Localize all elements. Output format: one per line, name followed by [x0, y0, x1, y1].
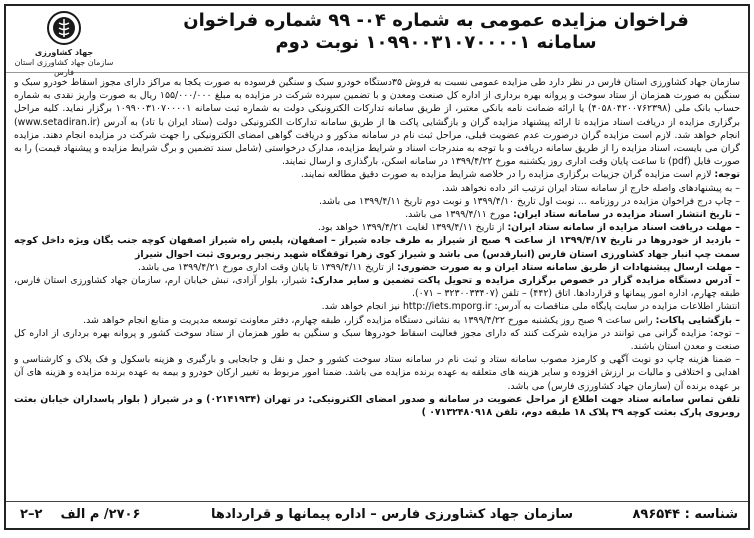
- page-number: ۲–۲: [20, 507, 43, 522]
- notice-header: [6, 6, 748, 77]
- list-item: – بازگشایی پاکات: راس ساعت ۹ صبح روز یکشنبه مورخ ۱۳۹۹/۴/۲۲ به نشانی دستگاه مزایده گزار، طبقه چهارم، دفتر معاونت توسعه مدیریت و منابع انجام خواهد شد.: [83, 314, 740, 326]
- list-item: انتشار اطلاعات مزایده در سایت پایگاه ملی مناقصات به آدرس: http://iets.mporg.ir نیز انجام خواهد شد.: [321, 301, 740, 313]
- organization-logo: [14, 10, 114, 77]
- title-line-1: فراخوان مزایده عمومی به شماره ۰۴- ۹۹ شماره فراخوان: [183, 10, 689, 31]
- notice-footer: [6, 501, 748, 528]
- issuer-name: سازمان جهاد کشاورزی فارس – اداره پیمانها و قراردادها: [210, 507, 573, 522]
- note-label: توجه:: [714, 169, 740, 181]
- list-item: – تاریخ انتشار اسناد مزایده در سامانه ستاد ایران: مورخ ۱۳۹۹/۴/۱۱ می باشد.: [405, 209, 740, 221]
- note-text: لازم است مزایده گران جزییات برگزاری مزایده را در خلاصه شرایط مزایده به صورت دقیق مطالعه نمایند.: [300, 169, 712, 181]
- notice-title: [136, 10, 736, 54]
- list-item: – بازدید از خودروها در تاریخ ۱۳۹۹/۴/۱۷ از ساعت ۹ صبح از شیراز به طرف جاده شیراز – اصفهان، پلیس راه شیراز اصفهان کوچه جنب یگان ویژه داخل کوچه سمت چپ انبار جهاد کشاورزی استان فارس (انبارقدس) می باشد و شیراز کوی زهرا توقفگاه شهید رنجبر روبروی ثبت احوال شیراز: [14, 235, 740, 260]
- notice-code: ۲۷۰۶/ م الف: [60, 507, 141, 522]
- auction-notice: [4, 4, 750, 530]
- list-item: – مهلت ارسال پیشنهادات از طریق سامانه ستاد ایران و به صورت حضوری: از تاریخ ۱۳۹۹/۴/۱۱ تا پایان وقت اداری مورخ ۱۳۹۹/۴/۲۱ می باشد.: [137, 261, 740, 273]
- notice-id: شناسه : ۸۹۶۵۴۴: [632, 507, 738, 522]
- notice-body: [14, 76, 740, 500]
- note-line: [14, 168, 740, 181]
- contact-line: تلفن تماس سامانه ستاد جهت اطلاع از مراحل عضویت در سامانه و صدور امضای الکترونیکی: در تهران (۰۲۱۴۱۹۳۴) و در شیراز ( بلوار پاسداران خیابان بعثت روبروی پارک بعثت کوچه ۳۹ پلاک ۱۸ طبقه دوم، تلفن ۰۷۱۳۲۴۸۰۹۱۸ ): [14, 393, 740, 419]
- wheat-emblem-icon: [14, 10, 114, 50]
- title-line-2: سامانه ۱۰۹۹۰۰۳۱۰۷۰۰۰۰۱ نوبت دوم: [275, 32, 597, 53]
- list-item: – به پیشنهادهای واصله خارج از سامانه ستاد ایران ترتیب اثر داده نخواهد شد.: [442, 182, 740, 194]
- logo-caption: جهاد کشاورزی سازمان جهاد کشاورزی استان فارس: [14, 48, 114, 77]
- list-item: – آدرس دستگاه مزایده گزار در خصوص برگزاری مزایده و تحویل پاکت تضمین و سایر مدارک: شیراز، بلوار آزادی، نبش خیابان ارم، سازمان جهاد کشاورزی استان فارس، طبقه چهارم، اداره امور پیمانها و قراردادها. اتاق (۴۴۲) – تلفن (۳۲۳۰۰۳۳۴۰۷ – ۰۷۱).: [14, 275, 740, 300]
- list-item: – ضمنا هزینه چاپ دو نوبت آگهی و کارمزد مصوب سامانه ستاد و ثبت نام در سامانه ستاد سوخت کشور و حمل و نقل و جابجایی و بارگیری و هزینه باسکول و فک پلاک و کارشناسی و اهدایی و اختلافی و مالیات بر ارزش افزوده و سایر هزینه های متعلقه به عهده برنده مزایده می باشد. ضمنا امور مربوط به تغییر ارکان خودرو و بیمه به عهده برنده مزایده و هزینه های آن بر عهده برنده آن (سازمان جهاد کشاورزی فارس) می باشد.: [14, 354, 740, 392]
- intro-paragraph: سازمان جهاد کشاورزی استان فارس در نظر دارد طی مزایده عمومی نسبت به فروش ۳۵دستگاه خودرو سبک و سنگین فرسوده به صورت یکجا به مراکز دارای مجوز اسقاط خودرو سبک و سنگین به صورت همزمان از ستاد سوخت و پروانه بهره برداری از اداره کل صنعت ومعدن و با تضمین سپرده شرکت در مزایده به مبلغ ۱۵۵/۰۰۰/۰۰۰ ریال به صورت واریز نقدی به شماره حساب بانک ملی (۴۰۵۸۰۴۲۰۰۷۶۲۳۹۸) یا ارائه ضمانت نامه بانکی معتبر، از طریق سامانه تدارکات الکترونیکی دولت به شماره ثبت سامانه ۱۰۹۹۰۰۳۱۰۷۰۰۰۰۱ برگزار نماید. کلیه مراحل برگزاری مزایده از دریافت اسناد مزایده تا ارائه پیشنهاد مزایده گران و بازگشایی پاکت ها از طریق سامانه تدارکات الکترونیکی دولت (ستاد ایران با تاد) به آدرس (www.setadiran.ir) انجام خواهد شد. لازم است مزایده گران درصورت عدم عضویت قبلی، مراحل ثبت نام در سامانه مذکور و دریافت گواهی امضای الکترونیکی را جهت شرکت در مزایده انجام دهند. مزایده گران می بایست، اسناد مزایده را از طریق سامانه دریافت و با توجه به مندرجات اسناد و شرایط مزایده، مدارک درخواستی (شامل سند تضمین و برگ شرایط مزایده و پیشنهاد قیمت) را به صورت فایل (pdf) تا ساعت پایان وقت اداری روز یکشنبه مورخ ۱۳۹۹/۴/۲۲ در سامانه اسکن، بارگذاری و ارسال نمایند.: [14, 77, 740, 168]
- footer-codes: [20, 502, 140, 528]
- list-item: – چاپ درج فراخوان مزایده در روزنامه ... نوبت اول تاریخ ۱۳۹۹/۴/۱۰ و نوبت دوم تاریخ ۱۳۹۹/۴/۱۱ می باشد.: [319, 195, 740, 207]
- list-item: – توجه: مزایده گرانی می توانند در مزایده شرکت کنند که دارای مجوز فعالیت اسقاط خودروها سبک و سنگین به طور همزمان از ستاد سوخت کشور و پروانه بهره برداری از اداره کل صنعت و معدن استان باشند.: [14, 327, 740, 353]
- list-item: – مهلت دریافت اسناد مزایده از سامانه ستاد ایران: از تاریخ ۱۳۹۹/۴/۱۱ لغایت ۱۳۹۹/۴/۲۱ خواهد بود.: [317, 222, 740, 234]
